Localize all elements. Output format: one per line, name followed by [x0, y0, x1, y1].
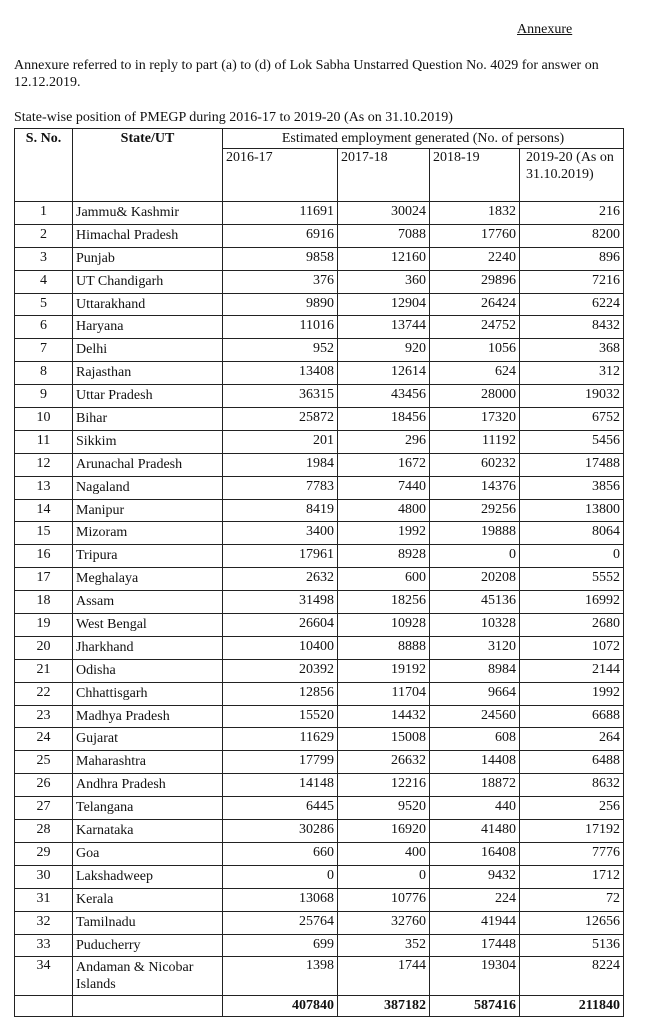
row-value: 8928 [338, 545, 430, 568]
row-value: 201 [223, 430, 338, 453]
row-value: 216 [520, 202, 624, 225]
row-sno: 4 [15, 270, 73, 293]
row-value: 17760 [430, 224, 520, 247]
row-value: 11016 [223, 316, 338, 339]
row-value: 8632 [520, 774, 624, 797]
row-value: 352 [338, 934, 430, 957]
row-value: 6752 [520, 408, 624, 431]
row-value: 1992 [338, 522, 430, 545]
row-value: 17799 [223, 751, 338, 774]
row-state: Jharkhand [73, 636, 223, 659]
row-state: Arunachal Pradesh [73, 453, 223, 476]
row-value: 8419 [223, 499, 338, 522]
row-value: 11691 [223, 202, 338, 225]
row-state: Jammu& Kashmir [73, 202, 223, 225]
row-state: Haryana [73, 316, 223, 339]
row-value: 19192 [338, 659, 430, 682]
row-value: 256 [520, 797, 624, 820]
row-value: 32760 [338, 911, 430, 934]
row-value: 41944 [430, 911, 520, 934]
row-sno: 20 [15, 636, 73, 659]
row-value: 624 [430, 362, 520, 385]
row-value: 8064 [520, 522, 624, 545]
row-value: 7216 [520, 270, 624, 293]
row-value: 17488 [520, 453, 624, 476]
row-sno: 23 [15, 705, 73, 728]
row-value: 13744 [338, 316, 430, 339]
employment-table [14, 128, 624, 1017]
row-value: 29256 [430, 499, 520, 522]
row-state: Kerala [73, 888, 223, 911]
row-value: 20392 [223, 659, 338, 682]
row-state: Telangana [73, 797, 223, 820]
row-state: Mizoram [73, 522, 223, 545]
row-sno: 1 [15, 202, 73, 225]
row-sno: 24 [15, 728, 73, 751]
row-value: 3120 [430, 636, 520, 659]
row-value: 36315 [223, 385, 338, 408]
row-sno: 27 [15, 797, 73, 820]
row-value: 2240 [430, 247, 520, 270]
row-value: 16992 [520, 591, 624, 614]
table-row [15, 842, 624, 865]
row-value: 41480 [430, 820, 520, 843]
row-value: 660 [223, 842, 338, 865]
row-sno: 18 [15, 591, 73, 614]
table-row [15, 568, 624, 591]
table-row [15, 339, 624, 362]
table-row [15, 636, 624, 659]
table-row [15, 270, 624, 293]
row-value: 4800 [338, 499, 430, 522]
row-value: 9432 [430, 865, 520, 888]
row-value: 18256 [338, 591, 430, 614]
table-row [15, 316, 624, 339]
row-value: 17320 [430, 408, 520, 431]
row-sno: 17 [15, 568, 73, 591]
row-value: 29896 [430, 270, 520, 293]
row-value: 376 [223, 270, 338, 293]
row-value: 45136 [430, 591, 520, 614]
row-state: Puducherry [73, 934, 223, 957]
row-sno: 6 [15, 316, 73, 339]
row-value: 9890 [223, 293, 338, 316]
table-row [15, 934, 624, 957]
table-row [15, 224, 624, 247]
row-value: 19032 [520, 385, 624, 408]
row-value: 17448 [430, 934, 520, 957]
row-value: 0 [520, 545, 624, 568]
table-row [15, 591, 624, 614]
row-value: 7088 [338, 224, 430, 247]
row-value: 20208 [430, 568, 520, 591]
row-value: 368 [520, 339, 624, 362]
row-sno: 33 [15, 934, 73, 957]
row-value: 699 [223, 934, 338, 957]
row-state: Sikkim [73, 430, 223, 453]
row-value: 28000 [430, 385, 520, 408]
row-value: 360 [338, 270, 430, 293]
row-state: Uttarakhand [73, 293, 223, 316]
table-row [15, 499, 624, 522]
row-value: 600 [338, 568, 430, 591]
row-sno: 13 [15, 476, 73, 499]
row-state: Tamilnadu [73, 911, 223, 934]
row-state: Nagaland [73, 476, 223, 499]
row-sno: 3 [15, 247, 73, 270]
row-value: 1984 [223, 453, 338, 476]
row-sno: 21 [15, 659, 73, 682]
row-state: Karnataka [73, 820, 223, 843]
col-header-employment: Estimated employment generated (No. of persons) [223, 129, 624, 149]
row-value: 608 [430, 728, 520, 751]
row-value: 312 [520, 362, 624, 385]
row-value: 12160 [338, 247, 430, 270]
row-value: 9858 [223, 247, 338, 270]
col-header-year: 2017-18 [338, 149, 430, 202]
row-value: 5552 [520, 568, 624, 591]
total-value: 407840 [223, 996, 338, 1017]
row-value: 9520 [338, 797, 430, 820]
row-value: 1712 [520, 865, 624, 888]
row-sno: 34 [15, 957, 73, 996]
table-row [15, 751, 624, 774]
row-sno: 22 [15, 682, 73, 705]
row-value: 12856 [223, 682, 338, 705]
table-row [15, 408, 624, 431]
row-value: 43456 [338, 385, 430, 408]
row-value: 3400 [223, 522, 338, 545]
row-value: 25764 [223, 911, 338, 934]
row-state: Chhattisgarh [73, 682, 223, 705]
table-row [15, 202, 624, 225]
row-value: 14408 [430, 751, 520, 774]
row-value: 1056 [430, 339, 520, 362]
row-value: 16920 [338, 820, 430, 843]
total-value: 387182 [338, 996, 430, 1017]
row-value: 18456 [338, 408, 430, 431]
table-row [15, 293, 624, 316]
table-row [15, 911, 624, 934]
row-sno: 15 [15, 522, 73, 545]
table-body [15, 202, 624, 1017]
row-value: 9664 [430, 682, 520, 705]
row-value: 8888 [338, 636, 430, 659]
row-value: 1992 [520, 682, 624, 705]
row-state: Himachal Pradesh [73, 224, 223, 247]
col-header-year: 2018-19 [430, 149, 520, 202]
row-value: 8200 [520, 224, 624, 247]
row-value: 13068 [223, 888, 338, 911]
row-value: 8984 [430, 659, 520, 682]
row-value: 13408 [223, 362, 338, 385]
row-value: 6445 [223, 797, 338, 820]
row-state: Odisha [73, 659, 223, 682]
annexure-heading: Annexure [517, 22, 573, 37]
row-state: Goa [73, 842, 223, 865]
row-value: 12614 [338, 362, 430, 385]
row-value: 10400 [223, 636, 338, 659]
row-value: 24560 [430, 705, 520, 728]
row-value: 264 [520, 728, 624, 751]
row-value: 19304 [430, 957, 520, 996]
row-value: 1832 [430, 202, 520, 225]
row-value: 0 [430, 545, 520, 568]
table-row [15, 522, 624, 545]
table-row [15, 453, 624, 476]
row-sno: 16 [15, 545, 73, 568]
row-value: 920 [338, 339, 430, 362]
row-value: 6688 [520, 705, 624, 728]
row-value: 14432 [338, 705, 430, 728]
row-value: 400 [338, 842, 430, 865]
row-value: 11704 [338, 682, 430, 705]
row-value: 19888 [430, 522, 520, 545]
row-value: 5136 [520, 934, 624, 957]
row-state: Gujarat [73, 728, 223, 751]
row-value: 1672 [338, 453, 430, 476]
row-value: 440 [430, 797, 520, 820]
row-sno: 31 [15, 888, 73, 911]
row-sno: 14 [15, 499, 73, 522]
row-value: 11629 [223, 728, 338, 751]
table-row [15, 247, 624, 270]
table-row [15, 957, 624, 996]
col-header-year: 2019-20 (As on 31.10.2019) [520, 149, 624, 202]
row-value: 72 [520, 888, 624, 911]
row-state: Madhya Pradesh [73, 705, 223, 728]
table-row [15, 774, 624, 797]
table-row [15, 545, 624, 568]
col-header-sno: S. No. [15, 129, 73, 202]
row-value: 25872 [223, 408, 338, 431]
total-row [15, 996, 624, 1017]
row-state: Punjab [73, 247, 223, 270]
row-state: UT Chandigarh [73, 270, 223, 293]
row-value: 13800 [520, 499, 624, 522]
row-value: 7783 [223, 476, 338, 499]
table-row [15, 888, 624, 911]
col-header-year: 2016-17 [223, 149, 338, 202]
header-row [15, 129, 624, 149]
row-state: Meghalaya [73, 568, 223, 591]
row-sno: 28 [15, 820, 73, 843]
row-sno: 19 [15, 614, 73, 637]
row-state: Delhi [73, 339, 223, 362]
table-row [15, 797, 624, 820]
total-value: 587416 [430, 996, 520, 1017]
row-value: 1072 [520, 636, 624, 659]
row-value: 3856 [520, 476, 624, 499]
row-value: 16408 [430, 842, 520, 865]
total-blank-cell [15, 996, 73, 1017]
row-value: 952 [223, 339, 338, 362]
row-value: 7440 [338, 476, 430, 499]
row-sno: 11 [15, 430, 73, 453]
col-header-state: State/UT [73, 129, 223, 202]
row-value: 224 [430, 888, 520, 911]
row-value: 26632 [338, 751, 430, 774]
row-state: Lakshadweep [73, 865, 223, 888]
row-sno: 8 [15, 362, 73, 385]
row-value: 1398 [223, 957, 338, 996]
row-sno: 2 [15, 224, 73, 247]
row-sno: 26 [15, 774, 73, 797]
row-value: 10928 [338, 614, 430, 637]
table-row [15, 705, 624, 728]
table-row [15, 430, 624, 453]
row-state: Andaman & Nicobar Islands [73, 957, 223, 996]
row-value: 12904 [338, 293, 430, 316]
row-sno: 32 [15, 911, 73, 934]
row-value: 15520 [223, 705, 338, 728]
row-value: 11192 [430, 430, 520, 453]
row-value: 1744 [338, 957, 430, 996]
row-value: 8432 [520, 316, 624, 339]
table-row [15, 659, 624, 682]
table-row [15, 820, 624, 843]
row-state: Andhra Pradesh [73, 774, 223, 797]
row-sno: 12 [15, 453, 73, 476]
row-value: 14376 [430, 476, 520, 499]
row-state: Uttar Pradesh [73, 385, 223, 408]
row-value: 6224 [520, 293, 624, 316]
total-value: 211840 [520, 996, 624, 1017]
row-state: West Bengal [73, 614, 223, 637]
row-value: 7776 [520, 842, 624, 865]
row-sno: 25 [15, 751, 73, 774]
row-value: 12216 [338, 774, 430, 797]
row-value: 18872 [430, 774, 520, 797]
table-caption: State-wise position of PMEGP during 2016-17 to 2019-20 (As on 31.10.2019) [14, 110, 453, 125]
table-row [15, 682, 624, 705]
row-state: Rajasthan [73, 362, 223, 385]
row-value: 31498 [223, 591, 338, 614]
row-value: 896 [520, 247, 624, 270]
row-sno: 29 [15, 842, 73, 865]
row-state: Tripura [73, 545, 223, 568]
table-row [15, 614, 624, 637]
row-value: 17192 [520, 820, 624, 843]
row-sno: 5 [15, 293, 73, 316]
row-value: 14148 [223, 774, 338, 797]
table-row [15, 362, 624, 385]
table-row [15, 865, 624, 888]
row-value: 17961 [223, 545, 338, 568]
row-value: 26424 [430, 293, 520, 316]
intro-paragraph: Annexure referred to in reply to part (a) to (d) of Lok Sabha Unstarred Question No. 4029 for answer on 12.12.2019. [14, 58, 599, 90]
row-value: 26604 [223, 614, 338, 637]
row-value: 0 [338, 865, 430, 888]
row-value: 30286 [223, 820, 338, 843]
table-row [15, 728, 624, 751]
row-value: 6488 [520, 751, 624, 774]
row-value: 10328 [430, 614, 520, 637]
row-value: 2632 [223, 568, 338, 591]
table-row [15, 385, 624, 408]
row-value: 8224 [520, 957, 624, 996]
row-value: 296 [338, 430, 430, 453]
row-value: 6916 [223, 224, 338, 247]
row-value: 10776 [338, 888, 430, 911]
row-sno: 30 [15, 865, 73, 888]
row-state: Assam [73, 591, 223, 614]
row-value: 30024 [338, 202, 430, 225]
row-value: 15008 [338, 728, 430, 751]
row-sno: 10 [15, 408, 73, 431]
row-value: 5456 [520, 430, 624, 453]
row-value: 2144 [520, 659, 624, 682]
row-state: Maharashtra [73, 751, 223, 774]
row-value: 12656 [520, 911, 624, 934]
row-sno: 9 [15, 385, 73, 408]
table-row [15, 476, 624, 499]
row-state: Bihar [73, 408, 223, 431]
row-sno: 7 [15, 339, 73, 362]
row-value: 24752 [430, 316, 520, 339]
total-blank-cell [73, 996, 223, 1017]
row-state: Manipur [73, 499, 223, 522]
row-value: 60232 [430, 453, 520, 476]
row-value: 2680 [520, 614, 624, 637]
row-value: 0 [223, 865, 338, 888]
